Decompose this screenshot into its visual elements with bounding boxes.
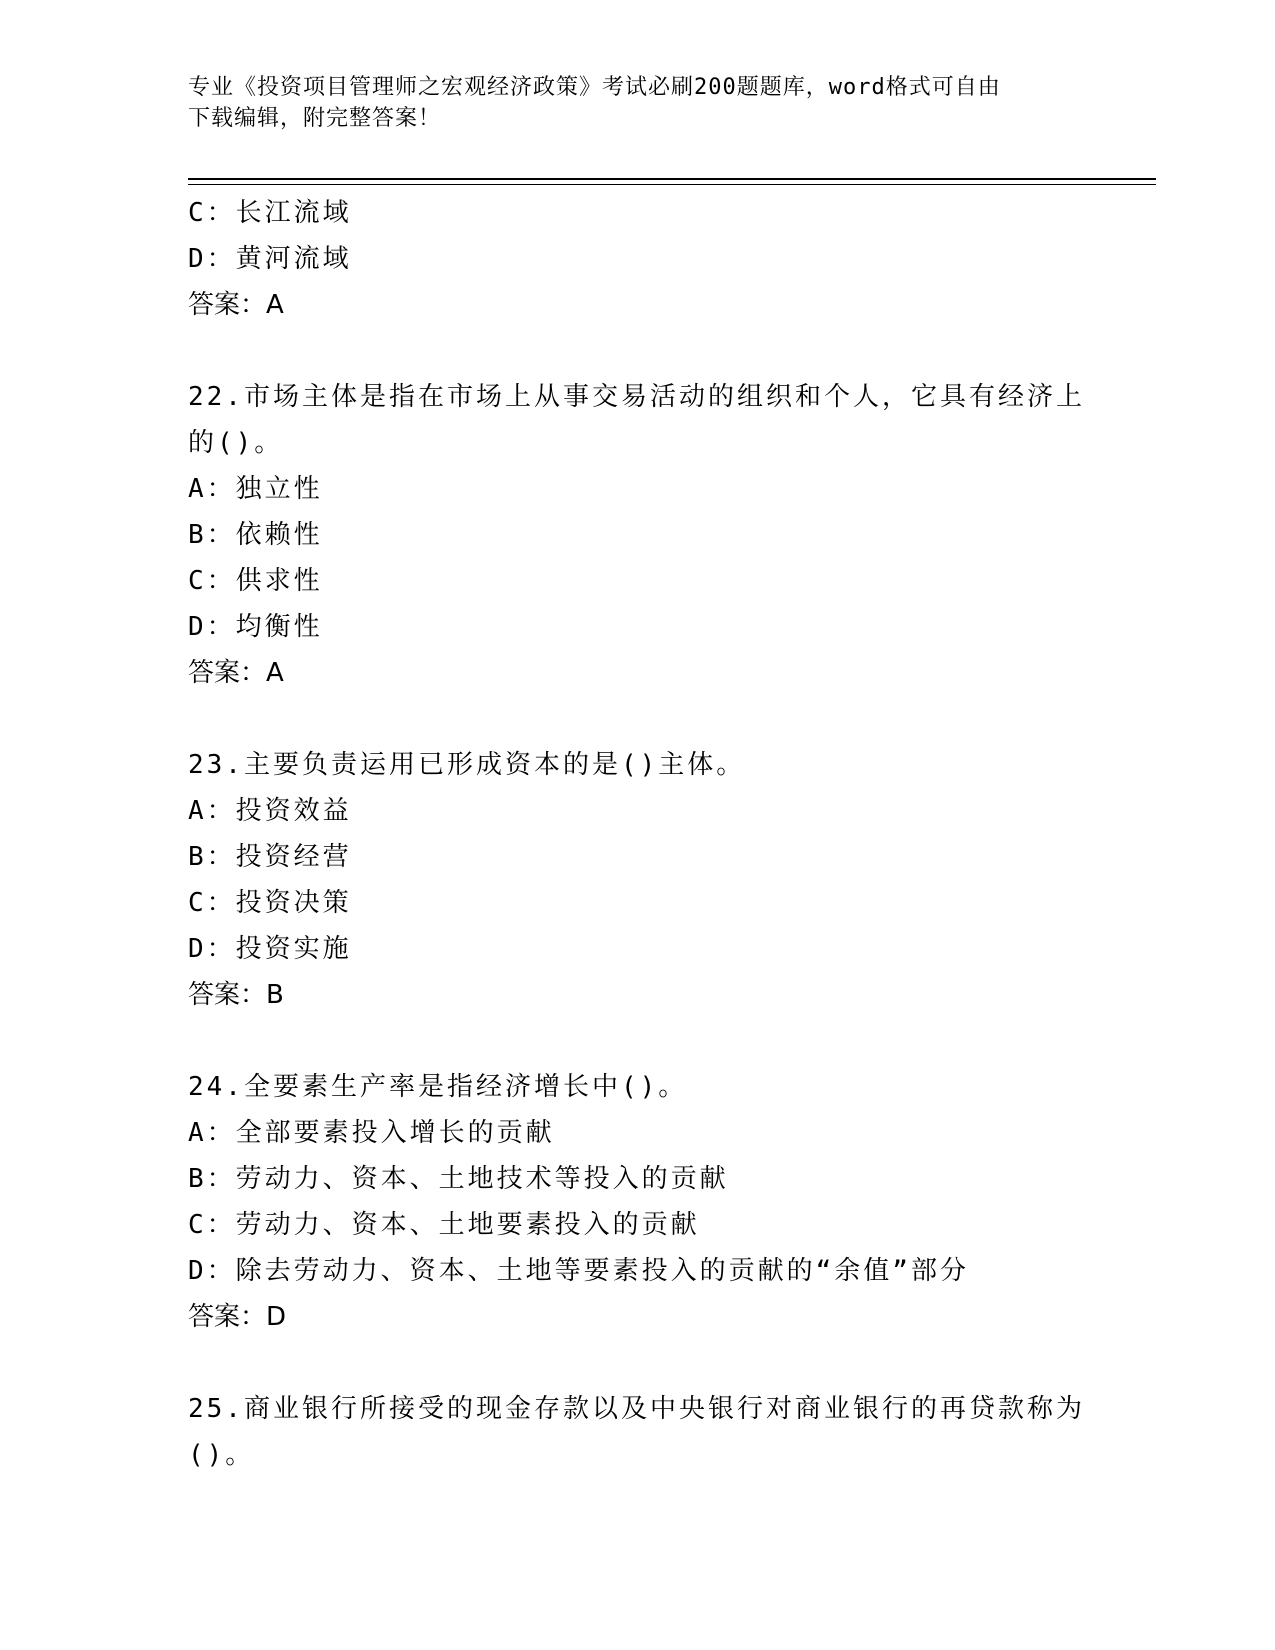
question-text-line-2: 的()。 <box>188 428 284 458</box>
answer: 答案：B <box>188 980 284 1010</box>
header-divider-thick <box>188 178 1156 180</box>
answer: 答案：A <box>188 658 284 688</box>
question-25 <box>188 1386 1088 1478</box>
option-d: D：投资实施 <box>188 934 352 964</box>
option-d: D：均衡性 <box>188 612 323 642</box>
option-a: A：投资效益 <box>188 796 352 826</box>
header-divider-thin <box>188 184 1156 185</box>
option-b: B：依赖性 <box>188 520 323 550</box>
option-c: C：劳动力、资本、土地要素投入的贡献 <box>188 1210 700 1240</box>
question-text-line-1: 23.主要负责运用已形成资本的是()主体。 <box>188 750 746 780</box>
answer: 答案：D <box>188 1302 287 1332</box>
question-text-line-1: 22.市场主体是指在市场上从事交易活动的组织和个人，它具有经济上 <box>188 382 1085 412</box>
question-22 <box>188 374 1088 696</box>
question-24 <box>188 1064 1088 1340</box>
answer: 答案：A <box>188 290 284 320</box>
header-line-2: 下载编辑，附完整答案！ <box>188 106 442 131</box>
option-b: B：投资经营 <box>188 842 352 872</box>
option-a: A：全部要素投入增长的贡献 <box>188 1118 555 1148</box>
question-text-line-1: 24.全要素生产率是指经济增长中()。 <box>188 1072 688 1102</box>
option-c: C：供求性 <box>188 566 323 596</box>
question-text-line-1: 25.商业银行所接受的现金存款以及中央银行对商业银行的再贷款称为 <box>188 1394 1085 1424</box>
option-c: C：长江流域 <box>188 198 352 228</box>
header-line-1: 专业《投资项目管理师之宏观经济政策》考试必刷200题题库，word格式可自由 <box>188 75 1001 100</box>
document-body <box>188 190 1088 1478</box>
option-d: D：黄河流域 <box>188 244 352 274</box>
question-21-continued <box>188 190 1088 328</box>
option-b: B：劳动力、资本、土地技术等投入的贡献 <box>188 1164 729 1194</box>
question-23 <box>188 742 1088 1018</box>
option-d: D：除去劳动力、资本、土地等要素投入的贡献的“余值”部分 <box>188 1256 969 1286</box>
option-c: C：投资决策 <box>188 888 352 918</box>
option-a: A：独立性 <box>188 474 323 504</box>
document-header <box>188 72 1078 134</box>
question-text-line-2: ()。 <box>188 1440 255 1470</box>
